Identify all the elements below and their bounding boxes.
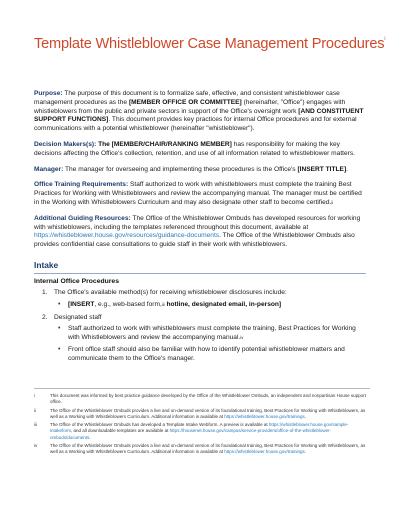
footnote-marker-ii[interactable]: ii	[331, 199, 334, 205]
title-footnote-marker[interactable]: i	[384, 36, 386, 42]
bullet-icon: •	[58, 300, 61, 308]
footnote-marker-iv[interactable]: iv	[240, 335, 244, 341]
intake-heading: Intake	[34, 259, 59, 270]
footnote: iv The Office of the Whistleblower Ombuds provides a live and on-demand version of its foundational training, Best Practices for Working with Whistleblowers, as well as a Working with Whistleblowers Curriculum. Additional information is available at https://whistleblower.house.gov/trainings.	[34, 443, 366, 455]
bullet-icon: •	[58, 345, 61, 353]
guiding-resources-label: Additional Guiding Resources:	[34, 214, 131, 222]
guiding-resources-paragraph: Additional Guiding Resources: The Office of the Whistleblower Ombuds has developed resources for working with whistleblowers, including the templates referenced throughout this document, available at https://whistleblower.house.gov/resources/guidance-documents. The Office of the Whistleblower Ombuds also provides confidential case consultations to guide staff in their work with whistleblowers.	[34, 214, 361, 249]
footnote-link[interactable]: https://whistleblower.house.gov/trainings	[224, 449, 305, 455]
footnotes	[34, 388, 370, 458]
internal-procedures-heading: Internal Office Procedures	[34, 277, 119, 285]
document-title	[34, 36, 386, 52]
decision-makers-paragraph: Decision Makers(s): The [MEMBER/CHAIR/RANKING MEMBER] has responsibility for making the key decisions affecting the Office's collection, retention, and use of all information related to whistleblower matters.	[34, 140, 355, 157]
intake-divider	[34, 273, 366, 274]
footnote-marker-iii[interactable]: iii	[161, 301, 165, 307]
sub-list-item: • [INSERT, e.g., web-based form,$^{iii}$ hotline, designated email, in-person]	[58, 300, 282, 308]
training-paragraph: Office Training Requirements: Staff authorized to work with whistleblowers must complete the training Best Practices for Working with Whistleblowers and review the accompanying manual. The manager must be certified in the Working with Whistleblowers Curriculum and may also designate other staff to become certified.$^{ii}$	[34, 181, 362, 206]
sub-list-item: • Front office staff should also be familiar with how to identify potential whistleblower matters and communicate them to the Office's manager.	[58, 345, 345, 362]
title-text: Template Whistleblower Case Management Procedures	[34, 36, 385, 52]
footnote-link[interactable]: https://whistleblower.house.gov/sample-intakeform	[50, 422, 349, 434]
list-item: 2. Designated staff • Staff authorized to work with whistleblowers must complete the training, Best Practices for Working with Whistleblowers and review the accompanying manual.$^{iv}$ • Front office staff should also be familiar with how to identify potential whistleblower matters and communicate them to the Office's manager.	[34, 314, 366, 364]
purpose-label: Purpose:	[34, 90, 63, 97]
footnote: i This document was informed by best practice guidance developed by the Office of the Whistleblower Ombuds, an independent and nonpartisan House support office.	[34, 393, 366, 405]
manager-label: Manager:	[34, 165, 64, 173]
purpose-paragraph: Purpose: The purpose of this document is to formalize safe, effective, and consistent whistleblower case management procedures as the [MEMBER OFFICE OR COMMITTEE] (hereinafter, "Office") engages with whistleblowers from the public and private sectors in support of the Office's oversight work [AND CONSTITUENT SUPPORT FUNCTIONS]. This document provides key practices for internal Office procedures and for external communications with a potential whistleblower (hereinafter "whistleblower").	[34, 90, 364, 133]
footnote-link[interactable]: https://whistleblower.house.gov/trainings	[224, 413, 305, 419]
intake-list	[34, 289, 366, 364]
training-label: Office Training Requirements:	[34, 181, 129, 189]
sub-list-item: • Staff authorized to work with whistleblowers must complete the training, Best Practices for Working with Whistleblowers and review the accompanying manual.$^{iv}$	[58, 325, 356, 342]
sub-list	[54, 325, 366, 363]
guidance-documents-link[interactable]: https://whistleblower.house.gov/resources/guidance-documents	[34, 232, 220, 240]
footnote-divider	[34, 388, 370, 389]
bullet-icon: •	[58, 325, 61, 333]
list-item: 1. The Office's available method(s) for receiving whistleblower disclosures include: • [INSERT, e.g., web-based form,$^{iii}$ hotline, designated email, in-person]	[34, 289, 366, 310]
sub-list	[54, 301, 366, 310]
footnote-link[interactable]: https://housenet.house.gov/campus/service-providers/office-of-the-whistleblower-ombuds/documents	[50, 428, 332, 440]
manager-paragraph: Manager: The manager for overseeing and implementing these procedures is the Office's [INSERT TITLE].	[34, 165, 348, 173]
footnote: ii The Office of the Whistleblower Ombuds provides a live and on-demand version of its foundational training, Best Practices for Working with Whistleblowers, as well as a Working with Whistleblowers Curriculum. Additional information is available at https://whistleblower.house.gov/trainings.	[34, 407, 366, 419]
footnote: iii The Office of the Whistleblower Ombuds has developed a Template Intake Webform. A preview is available at https://whistleblower.house.gov/sample-intakeform, and all downloadable templates are available at https://housenet.house.gov/campus/service-providers/office-of-the-whistleblower-ombuds/documents.	[34, 422, 349, 440]
decision-makers-label: Decision Makers(s):	[34, 140, 97, 148]
